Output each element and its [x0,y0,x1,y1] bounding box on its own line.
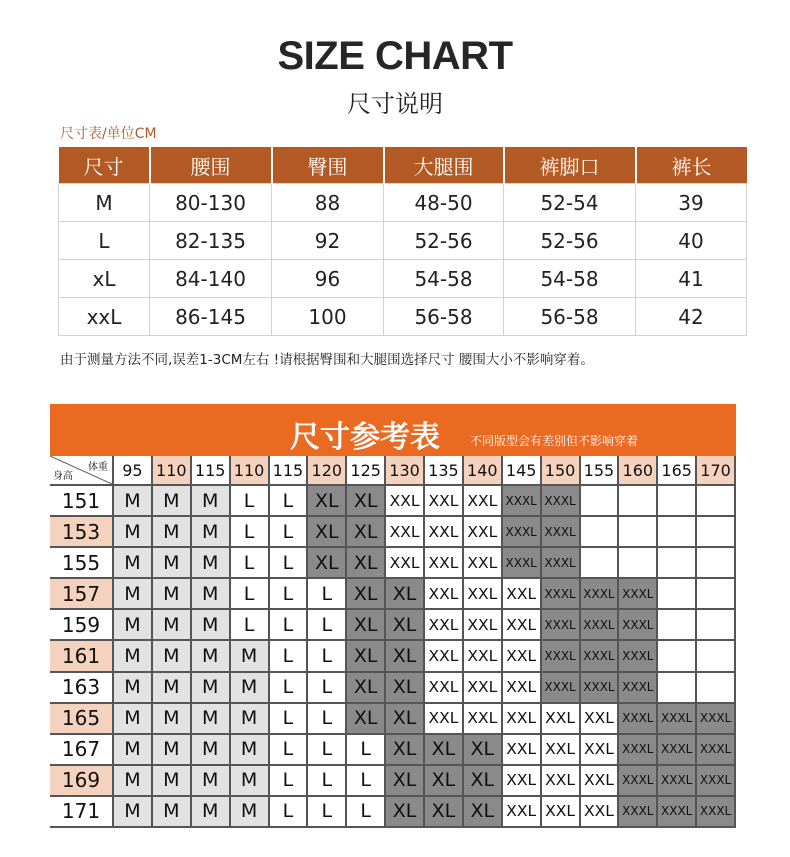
size-cell: XL [464,766,503,797]
table-cell: 52-54 [504,184,636,222]
size-cell: M [114,704,153,735]
size-cell [581,517,620,548]
table-cell: 100 [272,298,384,336]
size-cell: XXXL [581,610,620,641]
table-cell: 40 [636,222,747,260]
size-cell: XXL [425,548,464,579]
size-cell: XXL [542,704,581,735]
size-cell: XL [425,797,464,828]
size-cell: XXL [581,735,620,766]
size-cell: M [114,486,153,517]
size-cell: XXXL [542,641,581,672]
weight-header: 135 [425,456,464,486]
size-cell: L [308,766,347,797]
table-cell: 88 [272,184,384,222]
size-cell: XXL [503,735,542,766]
height-header: 167 [50,735,114,766]
size-cell: M [114,673,153,704]
table-cell: 80-130 [150,184,272,222]
size-cell: XL [347,579,386,610]
size-cell: L [308,610,347,641]
weight-header: 110 [231,456,270,486]
size-cell: L [231,486,270,517]
size-cell: XXL [464,673,503,704]
size-cell: XXXL [581,673,620,704]
size-cell: XL [386,641,425,672]
size-cell: XXL [386,486,425,517]
size-cell: XL [386,797,425,828]
size-cell: XXL [464,610,503,641]
size-cell: XXXL [697,704,736,735]
size-cell: M [153,548,192,579]
size-cell [697,610,736,641]
size-cell: XL [347,517,386,548]
size-cell: M [192,673,231,704]
size-cell: XXL [425,579,464,610]
size-cell: M [231,797,270,828]
weight-header: 120 [308,456,347,486]
size-cell [619,486,658,517]
size-cell: M [153,579,192,610]
weight-header: 155 [581,456,620,486]
size-cell: M [153,610,192,641]
size-cell: L [231,517,270,548]
size-cell: XXL [386,548,425,579]
size-cell [658,641,697,672]
size-cell: XXXL [503,486,542,517]
size-cell: M [192,517,231,548]
size-cell: L [308,641,347,672]
reference-banner [50,404,736,456]
size-cell: XXXL [658,797,697,828]
size-cell: XXL [386,517,425,548]
size-cell: XL [464,735,503,766]
size-cell: XXL [464,486,503,517]
size-cell [581,548,620,579]
size-cell: XL [386,673,425,704]
col-header-hip: 臀围 [272,147,384,184]
unit-note: 尺寸表/单位CM [60,126,157,142]
size-cell: XXL [542,735,581,766]
table-cell: 86-145 [150,298,272,336]
size-cell: M [153,641,192,672]
size-cell: M [192,704,231,735]
table-cell: xxL [59,298,150,336]
size-cell [697,579,736,610]
weight-header: 130 [386,456,425,486]
size-cell: XXXL [619,704,658,735]
height-header: 159 [50,610,114,641]
size-cell: M [114,797,153,828]
size-cell [697,673,736,704]
size-cell: L [270,579,309,610]
size-cell: XXL [464,704,503,735]
size-cell: L [270,610,309,641]
size-cell [619,517,658,548]
table-cell: 92 [272,222,384,260]
table-cell: 54-58 [384,260,504,298]
size-cell: L [347,766,386,797]
size-cell: M [231,641,270,672]
size-cell [658,610,697,641]
size-cell: XXXL [619,610,658,641]
size-cell: XXXL [503,548,542,579]
height-header: 165 [50,704,114,735]
size-cell: XXL [425,610,464,641]
size-cell: L [270,673,309,704]
reference-title: 尺寸参考表 [290,420,440,455]
table-cell: 52-56 [504,222,636,260]
size-cell: XXXL [581,641,620,672]
reference-grid [50,456,736,828]
weight-header: 150 [542,456,581,486]
measurement-note: 由于测量方法不同,误差1-3CM左右 !请根据臀围和大腿围选择尺寸 腰围大小不影响穿着。 [60,352,594,368]
size-cell [658,517,697,548]
size-cell: XL [386,766,425,797]
weight-header: 95 [114,456,153,486]
size-cell: L [270,766,309,797]
size-cell: XXL [503,641,542,672]
size-cell [697,486,736,517]
size-cell: XXL [503,704,542,735]
size-cell: L [270,486,309,517]
size-cell: XL [386,735,425,766]
size-cell: XL [308,517,347,548]
corner-height-label: 身高 [53,471,73,482]
size-cell: XXXL [697,766,736,797]
size-cell: XL [347,610,386,641]
size-cell: L [308,579,347,610]
col-header-waist: 腰围 [150,147,272,184]
size-cell: XXL [464,548,503,579]
size-cell: M [153,797,192,828]
size-cell: XXXL [542,579,581,610]
size-cell: XXXL [619,673,658,704]
size-cell: XL [308,486,347,517]
table-cell: 56-58 [384,298,504,336]
size-table [58,147,747,336]
size-cell: XXXL [542,486,581,517]
weight-header: 110 [153,456,192,486]
weight-header: 140 [464,456,503,486]
size-cell: L [270,797,309,828]
size-cell: XL [386,579,425,610]
table-row [59,260,747,298]
size-cell: XXL [542,766,581,797]
size-cell: XXXL [503,517,542,548]
size-cell: M [192,579,231,610]
size-cell [658,548,697,579]
height-header: 161 [50,641,114,672]
height-header: 155 [50,548,114,579]
size-cell: M [231,735,270,766]
table-row [59,184,747,222]
size-cell: XL [347,641,386,672]
size-cell: XXL [503,797,542,828]
size-cell: M [231,704,270,735]
size-cell: M [231,766,270,797]
size-cell: XXXL [619,766,658,797]
page-title: SIZE CHART [277,34,513,78]
size-cell: XXXL [542,610,581,641]
size-cell: XXXL [619,735,658,766]
table-cell: 82-135 [150,222,272,260]
size-cell: M [192,735,231,766]
size-cell: L [308,704,347,735]
size-cell: L [231,548,270,579]
size-cell: M [114,641,153,672]
col-header-length: 裤长 [636,147,747,184]
size-cell: XXL [464,517,503,548]
weight-header: 125 [347,456,386,486]
table-cell: 54-58 [504,260,636,298]
size-cell: XL [308,548,347,579]
table-cell: xL [59,260,150,298]
weight-header: 145 [503,456,542,486]
size-cell: M [153,735,192,766]
size-cell: XXXL [697,735,736,766]
weight-header: 160 [619,456,658,486]
height-header: 163 [50,673,114,704]
size-cell: M [192,610,231,641]
size-cell: L [270,704,309,735]
height-header: 169 [50,766,114,797]
size-cell: XXL [581,704,620,735]
size-cell: XXL [581,797,620,828]
col-header-leg-opening: 裤脚口 [504,147,636,184]
height-header: 157 [50,579,114,610]
size-cell: XXL [464,641,503,672]
table-row [59,222,747,260]
table-cell: 39 [636,184,747,222]
size-cell: XL [425,766,464,797]
size-cell: XL [347,486,386,517]
weight-header: 115 [270,456,309,486]
size-cell [697,548,736,579]
size-cell [697,641,736,672]
weight-header: 115 [192,456,231,486]
size-cell: XXXL [542,517,581,548]
size-cell: L [347,735,386,766]
size-cell: M [114,610,153,641]
size-cell [658,673,697,704]
size-cell: XXXL [542,548,581,579]
size-cell: M [114,548,153,579]
height-header: 153 [50,517,114,548]
size-cell: XXXL [658,735,697,766]
size-cell: XXL [425,641,464,672]
page-subtitle: 尺寸说明 [347,90,443,118]
size-cell: M [153,517,192,548]
size-cell: M [153,673,192,704]
size-cell: M [192,641,231,672]
size-cell: M [114,766,153,797]
size-cell: XXL [542,797,581,828]
size-cell: XXXL [619,797,658,828]
corner-cell [50,456,114,486]
size-cell: XXL [425,704,464,735]
size-cell: M [114,517,153,548]
reference-subtitle: 不同版型会有差别但不影响穿着 [470,434,639,448]
size-cell: XXL [464,579,503,610]
size-cell: XL [386,610,425,641]
size-cell: L [308,797,347,828]
table-cell: 84-140 [150,260,272,298]
size-cell: XXXL [697,797,736,828]
size-cell: L [308,673,347,704]
size-cell [658,486,697,517]
table-cell: 56-58 [504,298,636,336]
table-cell: M [59,184,150,222]
size-cell: L [231,610,270,641]
table-cell: L [59,222,150,260]
size-cell: XXL [581,766,620,797]
size-cell: M [114,735,153,766]
size-cell: XXXL [619,579,658,610]
size-cell: M [192,766,231,797]
size-cell: M [153,486,192,517]
height-header: 171 [50,797,114,828]
size-cell: M [192,486,231,517]
size-cell: XXXL [542,673,581,704]
size-cell: XL [386,704,425,735]
size-cell: XL [425,735,464,766]
size-cell: M [153,704,192,735]
table-cell: 96 [272,260,384,298]
size-cell: XXXL [581,579,620,610]
weight-header: 165 [658,456,697,486]
size-cell: XL [347,548,386,579]
size-cell: M [153,766,192,797]
size-cell: XXL [503,579,542,610]
size-cell: XXXL [658,766,697,797]
size-cell: L [270,735,309,766]
size-cell: M [114,579,153,610]
height-header: 151 [50,486,114,517]
size-cell: L [270,517,309,548]
size-cell: XL [464,797,503,828]
size-cell: XXL [425,517,464,548]
size-cell [581,486,620,517]
table-cell: 41 [636,260,747,298]
size-cell: XXL [503,766,542,797]
size-cell: XXL [425,486,464,517]
size-cell: L [347,797,386,828]
size-cell [619,548,658,579]
col-header-size: 尺寸 [59,147,150,184]
table-cell: 52-56 [384,222,504,260]
size-cell: XXXL [658,704,697,735]
size-cell: L [308,735,347,766]
size-cell [658,579,697,610]
size-cell: XL [347,704,386,735]
size-table-header [59,147,747,184]
size-cell: XXXL [619,641,658,672]
size-cell: XXL [503,673,542,704]
size-cell: XXL [425,673,464,704]
size-cell: M [192,548,231,579]
size-cell: XXL [503,610,542,641]
size-cell: XL [347,673,386,704]
weight-header: 170 [697,456,736,486]
table-cell: 48-50 [384,184,504,222]
size-cell: L [270,548,309,579]
table-cell: 42 [636,298,747,336]
table-row [59,298,747,336]
col-header-thigh: 大腿围 [384,147,504,184]
size-cell: M [192,797,231,828]
size-cell [697,517,736,548]
size-cell: L [270,641,309,672]
corner-weight-label: 体重 [88,462,108,473]
size-cell: M [231,673,270,704]
size-cell: L [231,579,270,610]
